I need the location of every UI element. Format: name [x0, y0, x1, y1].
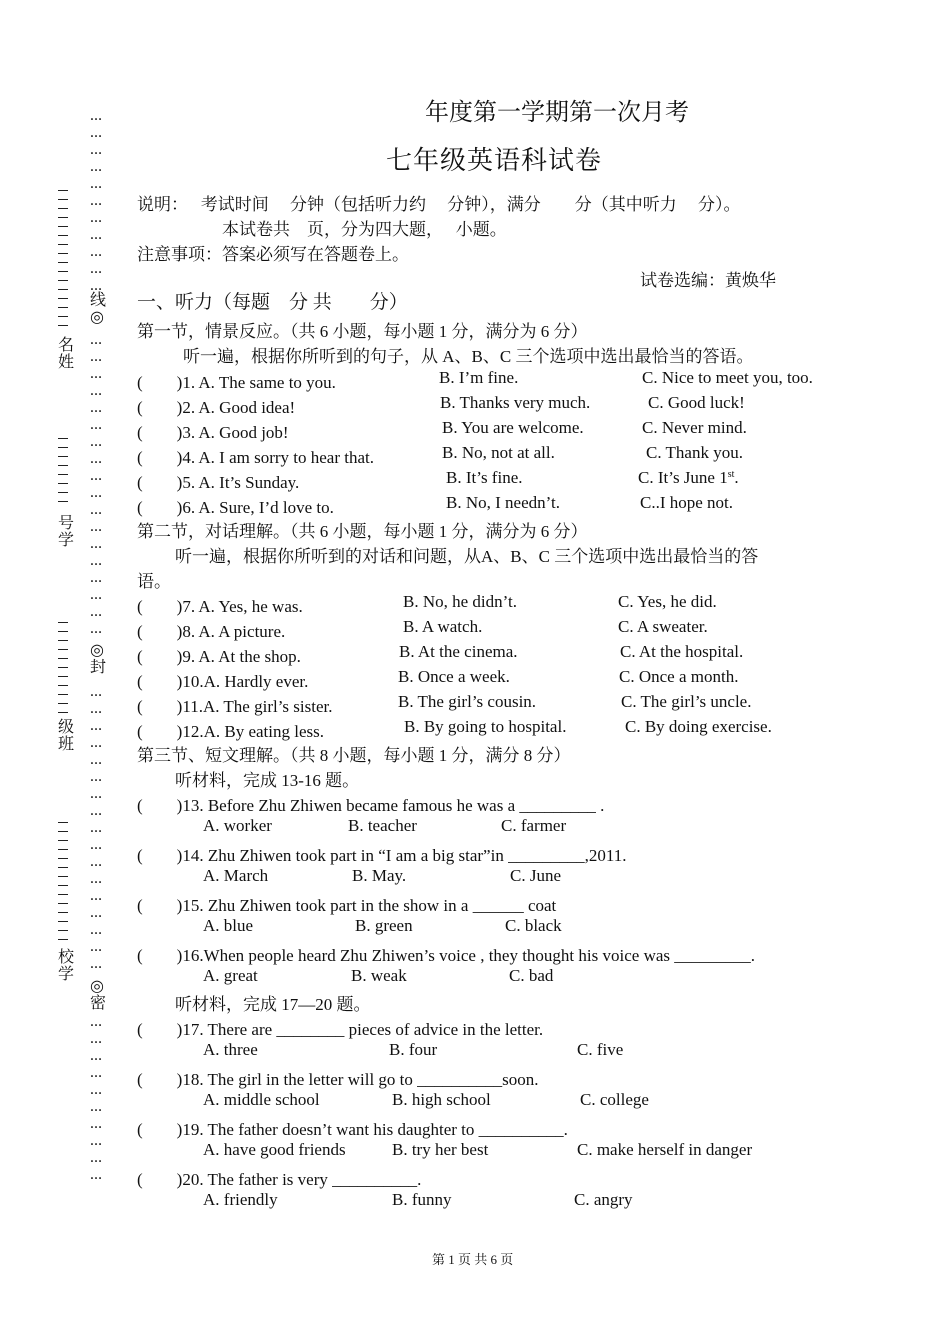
option-c-text: C. It’s June 1 — [638, 468, 728, 487]
underline-dash — [58, 894, 68, 895]
option-b: B. No, not at all. — [442, 443, 555, 462]
option-b: B. Thanks very much. — [440, 393, 591, 412]
option-b: B. Once a week. — [398, 667, 510, 686]
question-stem: ( )9. A. At the shop. — [137, 647, 301, 666]
underline-dash — [58, 876, 68, 877]
question-stem: ( )3. A. Good job! — [137, 423, 289, 442]
underline-dash — [58, 703, 68, 704]
question-stem: ( )14. Zhu Zhiwen took part in “I am a big star”in _________,2011. — [137, 846, 627, 865]
underline-dash — [58, 447, 68, 448]
option-c: C. Thank you. — [646, 443, 743, 462]
option-c: C. Yes, he did. — [618, 592, 717, 611]
dotted-line-mid2 — [90, 686, 104, 975]
label-school: 校学 — [58, 949, 75, 983]
underline-dash — [58, 325, 68, 326]
question-stem: ( )18. The girl in the letter will go to __________soon. — [137, 1070, 539, 1089]
option-b: B. No, I needn’t. — [446, 493, 560, 512]
binding-dot: … — [90, 1100, 102, 1114]
underline-dash — [58, 885, 68, 886]
underline-dash — [58, 622, 68, 623]
option-a: A. friendly — [203, 1190, 278, 1209]
option-c: C. black — [505, 916, 562, 935]
underline-dash — [58, 667, 68, 668]
binding-dot: … — [90, 1134, 102, 1148]
underline-dash — [58, 822, 68, 823]
underline-dash — [58, 262, 68, 263]
option-c: C..I hope not. — [640, 493, 734, 512]
binding-dot: … — [90, 435, 102, 449]
binding-dot: … — [90, 787, 102, 801]
underline-dash — [58, 199, 68, 200]
binding-dot: … — [90, 605, 102, 619]
binding-dot: … — [90, 177, 102, 191]
option-c: C. A sweater. — [618, 617, 708, 636]
underline-dash — [58, 867, 68, 868]
binding-dot: … — [90, 571, 102, 585]
option-b: B. You are welcome. — [442, 418, 584, 437]
option-a: A. three — [203, 1040, 258, 1059]
option-a: A. worker — [203, 816, 272, 835]
option-a: A. middle school — [203, 1090, 320, 1109]
binding-dot: … — [90, 520, 102, 534]
underline-dash — [58, 631, 68, 632]
option-b: B. I’m fine. — [439, 368, 519, 387]
underline-dash — [58, 501, 68, 502]
underline-dash — [58, 712, 68, 713]
option-b: B. May. — [352, 866, 407, 885]
option-c: C. The girl’s uncle. — [621, 692, 752, 711]
option-c: C. farmer — [501, 816, 567, 835]
binding-dot: … — [90, 685, 102, 699]
margin-mark-xian: 线◎ — [90, 292, 107, 326]
option-a: A. have good friends — [203, 1140, 346, 1159]
question-stem: ( )19. The father doesn’t want his daughter to __________. — [137, 1120, 568, 1139]
option-c: C. college — [580, 1090, 649, 1109]
binding-dot: … — [90, 350, 102, 364]
section3-instruction-b: 听材料，完成 17—20 题。 — [175, 995, 371, 1014]
binding-dot: … — [90, 452, 102, 466]
option-b: B. high school — [392, 1090, 491, 1109]
question-stem: ( )12.A. By eating less. — [137, 722, 324, 741]
dotted-line-mid1 — [90, 334, 104, 640]
binding-dot: … — [90, 486, 102, 500]
dotted-line-top — [90, 110, 104, 297]
binding-dot: … — [90, 126, 102, 140]
option-c: C. angry — [574, 1190, 633, 1209]
underline-dash — [58, 939, 68, 940]
option-c: C. At the hospital. — [620, 642, 744, 661]
binding-dot: … — [90, 1066, 102, 1080]
option-c: C. June — [510, 866, 561, 885]
binding-dot: … — [90, 1151, 102, 1165]
binding-dot: … — [90, 469, 102, 483]
section3-instruction-a: 听材料，完成 13-16 题。 — [175, 771, 360, 790]
binding-dot: … — [90, 211, 102, 225]
question-stem: ( )13. Before Zhu Zhiwen became famous he was a _________ . — [137, 796, 605, 815]
binding-dot: … — [90, 906, 102, 920]
section1-title: 第一节，情景反应。（共 6 小题，每小题 1 分，满分为 6 分） — [137, 322, 588, 341]
underline-dash — [58, 858, 68, 859]
margin-mark-mi: ◎密 — [90, 978, 107, 1012]
underline-dash — [58, 912, 68, 913]
underline-dash — [58, 235, 68, 236]
section1-instruction: 听一遍，根据你所听到的句子，从 A、B、C 三个选项中选出最恰当的答语。 — [183, 347, 754, 366]
underline-dash — [58, 253, 68, 254]
underline-dash — [58, 685, 68, 686]
option-c: C. five — [577, 1040, 624, 1059]
question-stem: ( )7. A. Yes, he was. — [137, 597, 303, 616]
underline-dash — [58, 903, 68, 904]
underline-dash — [58, 474, 68, 475]
underline-dash — [58, 649, 68, 650]
option-c — [638, 468, 739, 488]
option-b: B. The girl’s cousin. — [398, 692, 537, 711]
option-b: B. It’s fine. — [446, 468, 523, 487]
option-b: B. weak — [351, 966, 407, 985]
underline-dash — [58, 921, 68, 922]
binding-dot: … — [90, 753, 102, 767]
option-b: B. green — [355, 916, 413, 935]
binding-dot: … — [90, 109, 102, 123]
underline-dash — [58, 930, 68, 931]
binding-dot: … — [90, 855, 102, 869]
section2-title: 第二节，对话理解。（共 6 小题，每小题 1 分，满分为 6 分） — [137, 522, 588, 541]
option-c: C. Nice to meet you, too. — [642, 368, 813, 387]
page-number: 第 1 页 共 6 页 — [432, 1252, 514, 1267]
option-b: B. teacher — [348, 816, 417, 835]
binding-dot: … — [90, 622, 102, 636]
underline-dash — [58, 190, 68, 191]
underline-dash — [58, 694, 68, 695]
binding-dot: … — [90, 503, 102, 517]
intro-line1: 说明： 考试时间 分钟（包括听力约 分钟），满分 分（其中听力 分）。 — [137, 195, 741, 214]
option-b: B. try her best — [392, 1140, 489, 1159]
binding-dot: … — [90, 719, 102, 733]
option-c-period: . — [734, 468, 739, 487]
binding-dot: … — [90, 333, 102, 347]
option-c: C. make herself in danger — [577, 1140, 753, 1159]
underline-dash — [58, 831, 68, 832]
binding-dot: … — [90, 262, 102, 276]
binding-dot: … — [90, 804, 102, 818]
underline-dash — [58, 438, 68, 439]
binding-dot: … — [90, 384, 102, 398]
binding-dot: … — [90, 1015, 102, 1029]
option-b: B. funny — [392, 1190, 452, 1209]
binding-dot: … — [90, 1049, 102, 1063]
binding-dot: … — [90, 554, 102, 568]
binding-dot: … — [90, 1083, 102, 1097]
binding-dot: … — [90, 1032, 102, 1046]
margin-mark-feng: ◎封 — [90, 642, 107, 676]
question-stem: ( )4. A. I am sorry to hear that. — [137, 448, 374, 467]
binding-dot: … — [90, 367, 102, 381]
question-stem: ( )15. Zhu Zhiwen took part in the show in a ______ coat — [137, 896, 557, 915]
option-c: C. By doing exercise. — [625, 717, 772, 736]
underline-dash — [58, 840, 68, 841]
label-name: 名姓 — [58, 337, 75, 371]
binding-dot: … — [90, 194, 102, 208]
binding-dot: … — [90, 838, 102, 852]
binding-dot: … — [90, 821, 102, 835]
question-stem: ( )16.When people heard Zhu Zhiwen’s voice , they thought his voice was _________. — [137, 946, 756, 965]
number-underline — [56, 438, 70, 510]
option-a: A. March — [203, 866, 269, 885]
underline-dash — [58, 316, 68, 317]
editor-credit: 试卷选编：黄焕华 — [640, 271, 776, 290]
binding-dot: … — [90, 770, 102, 784]
underline-dash — [58, 307, 68, 308]
part1-title: 一、听力（每题 分 共 分） — [137, 292, 408, 313]
underline-dash — [58, 849, 68, 850]
underline-dash — [58, 298, 68, 299]
binding-dot: … — [90, 872, 102, 886]
binding-dot: … — [90, 588, 102, 602]
section3-title: 第三节、短文理解。（共 8 小题，每小题 1 分，满分 8 分） — [137, 746, 571, 765]
question-stem: ( )11.A. The girl’s sister. — [137, 697, 333, 716]
binding-dot: … — [90, 418, 102, 432]
underline-dash — [58, 676, 68, 677]
binding-dot: … — [90, 537, 102, 551]
label-class: 级班 — [58, 719, 75, 753]
option-a: A. great — [203, 966, 258, 985]
class-underline — [56, 622, 70, 721]
option-c: C. Good luck! — [648, 393, 745, 412]
underline-dash — [58, 658, 68, 659]
question-stem: ( )2. A. Good idea! — [137, 398, 296, 417]
binding-dot: … — [90, 279, 102, 293]
binding-dot: … — [90, 1117, 102, 1131]
dotted-line-bottom — [90, 1016, 104, 1186]
question-stem: ( )20. The father is very __________. — [137, 1170, 422, 1189]
binding-dot: … — [90, 702, 102, 716]
section2-instruction-line1: 听一遍，根据你所听到的对话和问题，从A、B、C 三个选项中选出最恰当的答 — [175, 547, 759, 566]
underline-dash — [58, 271, 68, 272]
school-underline — [56, 822, 70, 948]
binding-dot: … — [90, 923, 102, 937]
option-b: B. A watch. — [403, 617, 483, 636]
option-b: B. No, he didn’t. — [403, 592, 517, 611]
binding-dot: … — [90, 228, 102, 242]
underline-dash — [58, 492, 68, 493]
underline-dash — [58, 483, 68, 484]
binding-dot: … — [90, 245, 102, 259]
question-stem: ( )17. There are ________ pieces of advice in the letter. — [137, 1020, 544, 1039]
option-c: C. bad — [509, 966, 554, 985]
binding-dot: … — [90, 401, 102, 415]
ordinal-suffix: st — [727, 469, 735, 480]
exam-title-line1: 年度第一学期第一次月考 — [425, 100, 689, 126]
underline-dash — [58, 208, 68, 209]
binding-dot: … — [90, 940, 102, 954]
exam-title-line2: 七年级英语科试卷 — [386, 146, 603, 175]
underline-dash — [58, 465, 68, 466]
intro-line3: 注意事项：答案必须写在答题卷上。 — [137, 245, 409, 264]
question-stem: ( )10.A. Hardly ever. — [137, 672, 309, 691]
underline-dash — [58, 289, 68, 290]
name-underline — [56, 190, 70, 334]
option-b: B. By going to hospital. — [404, 717, 567, 736]
option-c: C. Once a month. — [619, 667, 739, 686]
binding-dot: … — [90, 957, 102, 971]
underline-dash — [58, 640, 68, 641]
section2-instruction-line2: 语。 — [137, 572, 171, 591]
underline-dash — [58, 456, 68, 457]
option-c: C. Never mind. — [642, 418, 747, 437]
underline-dash — [58, 226, 68, 227]
binding-dot: … — [90, 143, 102, 157]
intro-line2: 本试卷共 页，分为四大题， 小题。 — [222, 220, 507, 239]
underline-dash — [58, 217, 68, 218]
option-a: A. blue — [203, 916, 254, 935]
label-number: 号学 — [58, 515, 75, 549]
question-stem: ( )6. A. Sure, I’d love to. — [137, 498, 334, 517]
question-stem: ( )8. A. A picture. — [137, 622, 286, 641]
binding-dot: … — [90, 889, 102, 903]
option-b: B. At the cinema. — [399, 642, 518, 661]
binding-dot: … — [90, 736, 102, 750]
binding-dot: … — [90, 1168, 102, 1182]
underline-dash — [58, 280, 68, 281]
option-b: B. four — [389, 1040, 438, 1059]
binding-dot: … — [90, 160, 102, 174]
question-stem: ( )5. A. It’s Sunday. — [137, 473, 300, 492]
question-stem: ( )1. A. The same to you. — [137, 373, 336, 392]
underline-dash — [58, 244, 68, 245]
